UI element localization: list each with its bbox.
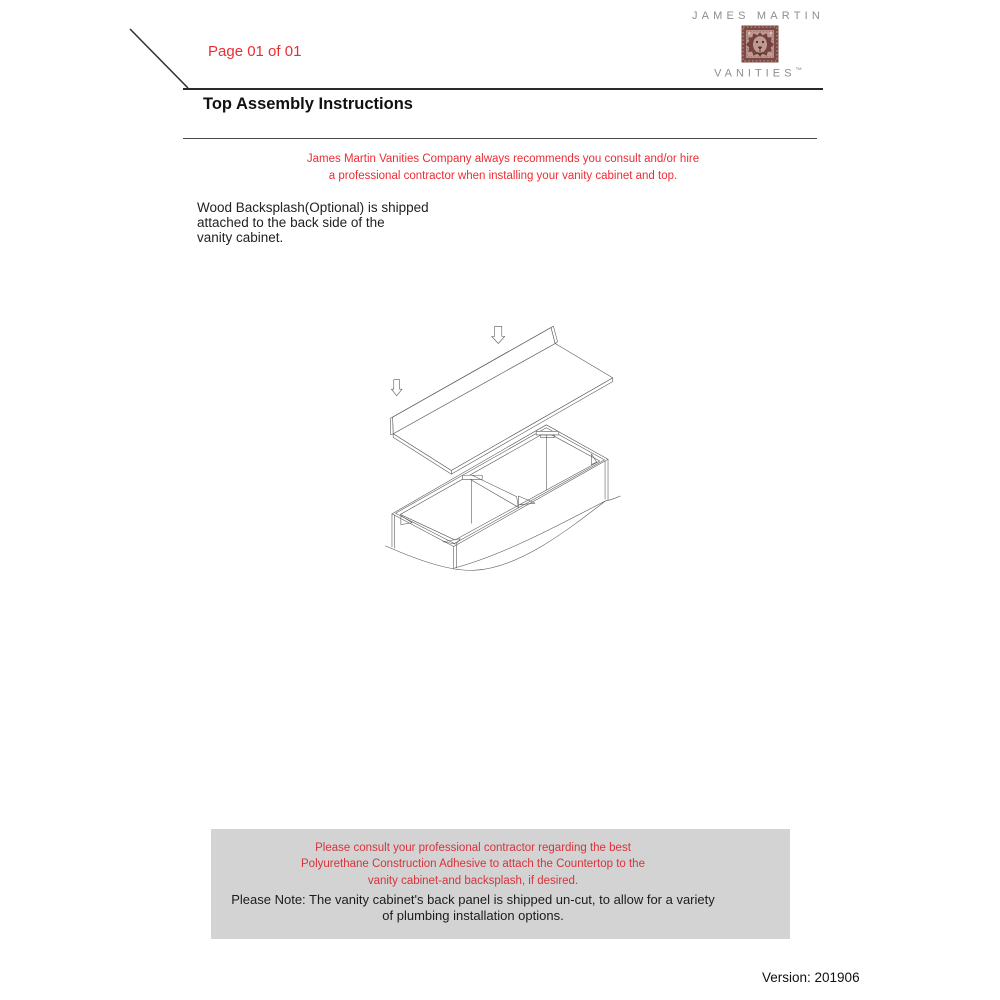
down-arrow-icon	[391, 380, 402, 396]
lion-crest-icon	[741, 25, 779, 63]
brand-sub-word: VANITIES	[714, 67, 796, 80]
brand-sub-text	[688, 67, 828, 80]
contractor-notice	[233, 151, 773, 184]
adhesive-notice-line1: Please consult your professional contractor regarding the best	[315, 842, 631, 854]
header-rule-top	[183, 88, 823, 90]
footer-notice-box	[211, 829, 790, 939]
down-arrow-icon	[492, 326, 505, 343]
please-note-text	[211, 892, 735, 924]
trademark-symbol: ™	[795, 67, 802, 74]
header-diagonal-line	[124, 24, 194, 94]
backsplash-paragraph-line1: Wood Backsplash(Optional) is shipped	[197, 200, 429, 215]
version-label: Version: 201906	[762, 970, 860, 985]
header-rule-bottom	[183, 138, 817, 139]
backsplash-paragraph	[197, 200, 429, 246]
adhesive-notice-line2: Polyurethane Construction Adhesive to attach the Countertop to the	[301, 858, 645, 871]
lion-crest-svg	[741, 25, 779, 63]
contractor-notice-line2: a professional contractor when installing your vanity cabinet and top.	[328, 169, 678, 182]
page-number-label: Page 01 of 01	[208, 43, 302, 60]
assembly-diagram	[285, 315, 715, 775]
contractor-notice-line1: James Martin Vanities Company always recommends you consult and/or hire	[306, 153, 700, 165]
page-title: Top Assembly Instructions	[203, 95, 413, 113]
backsplash-paragraph-line2: attached to the back side of the	[197, 215, 385, 231]
brand-name-text: JAMES MARTIN	[691, 10, 825, 22]
backsplash-paragraph-line3: vanity cabinet.	[197, 230, 284, 246]
adhesive-notice-line3: vanity cabinet-and backsplash, if desired.	[367, 874, 579, 887]
adhesive-notice	[211, 840, 735, 889]
please-note-line2: of plumbing installation options.	[382, 908, 564, 923]
please-note-line1: Please Note: The vanity cabinet's back panel is shipped un-cut, to allow for a variety	[231, 892, 715, 907]
